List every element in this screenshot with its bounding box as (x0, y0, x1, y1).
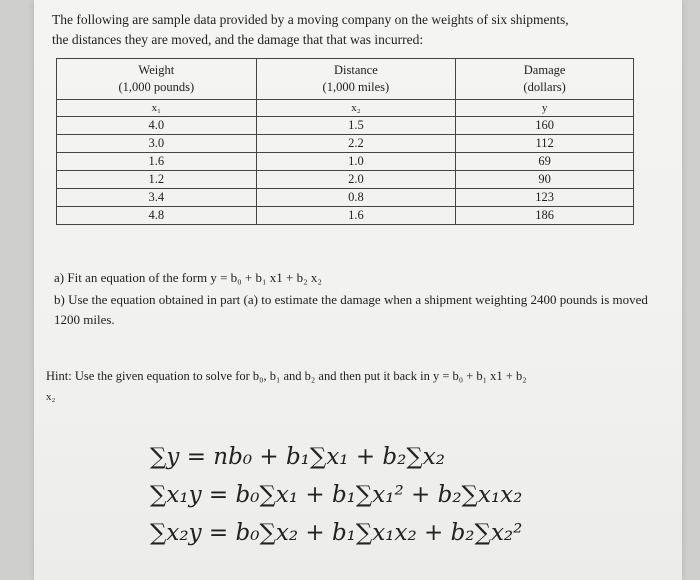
worksheet-page (34, 0, 682, 580)
hint-text: Hint: Use the given equation to solve for b₀, b₁ and b₂ and then put it back in y = b₀ + b₁ x1 + b₂ (46, 369, 527, 383)
question-a: a) Fit an equation of the form y = b₀ + b₁ x1 + b₂ x₂ (54, 270, 322, 285)
cell-weight: 1.2 (57, 171, 257, 189)
table-row (57, 153, 634, 171)
cell-distance: 1.5 (256, 117, 456, 135)
table-header-row (57, 59, 634, 100)
header-damage-title: Damage (523, 63, 566, 77)
cell-distance: 0.8 (256, 189, 456, 207)
header-weight-unit: (1,000 pounds) (118, 80, 195, 94)
intro-line-1: The following are sample data provided by a moving company on the weights of six shipments, (52, 12, 569, 27)
header-damage-unit: (dollars) (523, 80, 566, 94)
header-damage (456, 59, 634, 100)
normal-equation-2: ∑x₁y = b₀∑x₁ + b₁∑x₁² + b₂∑x₁x₂ (150, 482, 523, 508)
cell-damage: 112 (456, 135, 634, 153)
cell-distance: 2.0 (256, 171, 456, 189)
intro-text (52, 10, 672, 50)
header-weight-title: Weight (138, 63, 175, 77)
symbol-y: y (456, 100, 634, 117)
cell-weight: 4.0 (57, 117, 257, 135)
hint-tail: x₂ (46, 391, 56, 403)
normal-equation-3: ∑x₂y = b₀∑x₂ + b₁∑x₁x₂ + b₂∑x₂² (150, 520, 523, 546)
header-distance-title: Distance (334, 63, 378, 77)
cell-distance: 1.6 (256, 207, 456, 225)
intro-line-2: the distances they are moved, and the damage that that was incurred: (52, 32, 424, 47)
table-row (57, 207, 634, 225)
table-row (57, 117, 634, 135)
cell-damage: 69 (456, 153, 634, 171)
cell-distance: 2.2 (256, 135, 456, 153)
header-distance (256, 59, 456, 100)
symbol-x1: x₁ (57, 100, 257, 117)
header-distance-unit: (1,000 miles) (322, 80, 390, 94)
table-row (57, 189, 634, 207)
normal-equations (150, 438, 522, 552)
cell-weight: 4.8 (57, 207, 257, 225)
table-row (57, 135, 634, 153)
cell-damage: 186 (456, 207, 634, 225)
cell-damage: 90 (456, 171, 634, 189)
header-weight (57, 59, 257, 100)
cell-damage: 123 (456, 189, 634, 207)
cell-weight: 3.4 (57, 189, 257, 207)
symbol-x2: x₂ (256, 100, 456, 117)
question-b: b) Use the equation obtained in part (a) to estimate the damage when a shipment weighting 2400 pounds is moved 1200 miles. (54, 292, 648, 327)
cell-damage: 160 (456, 117, 634, 135)
data-table (56, 58, 634, 225)
normal-equation-1: ∑y = nb₀ + b₁∑x₁ + b₂∑x₂ (150, 444, 445, 470)
cell-distance: 1.0 (256, 153, 456, 171)
cell-weight: 1.6 (57, 153, 257, 171)
table-row (57, 171, 634, 189)
table-symbol-row (57, 100, 634, 117)
cell-weight: 3.0 (57, 135, 257, 153)
